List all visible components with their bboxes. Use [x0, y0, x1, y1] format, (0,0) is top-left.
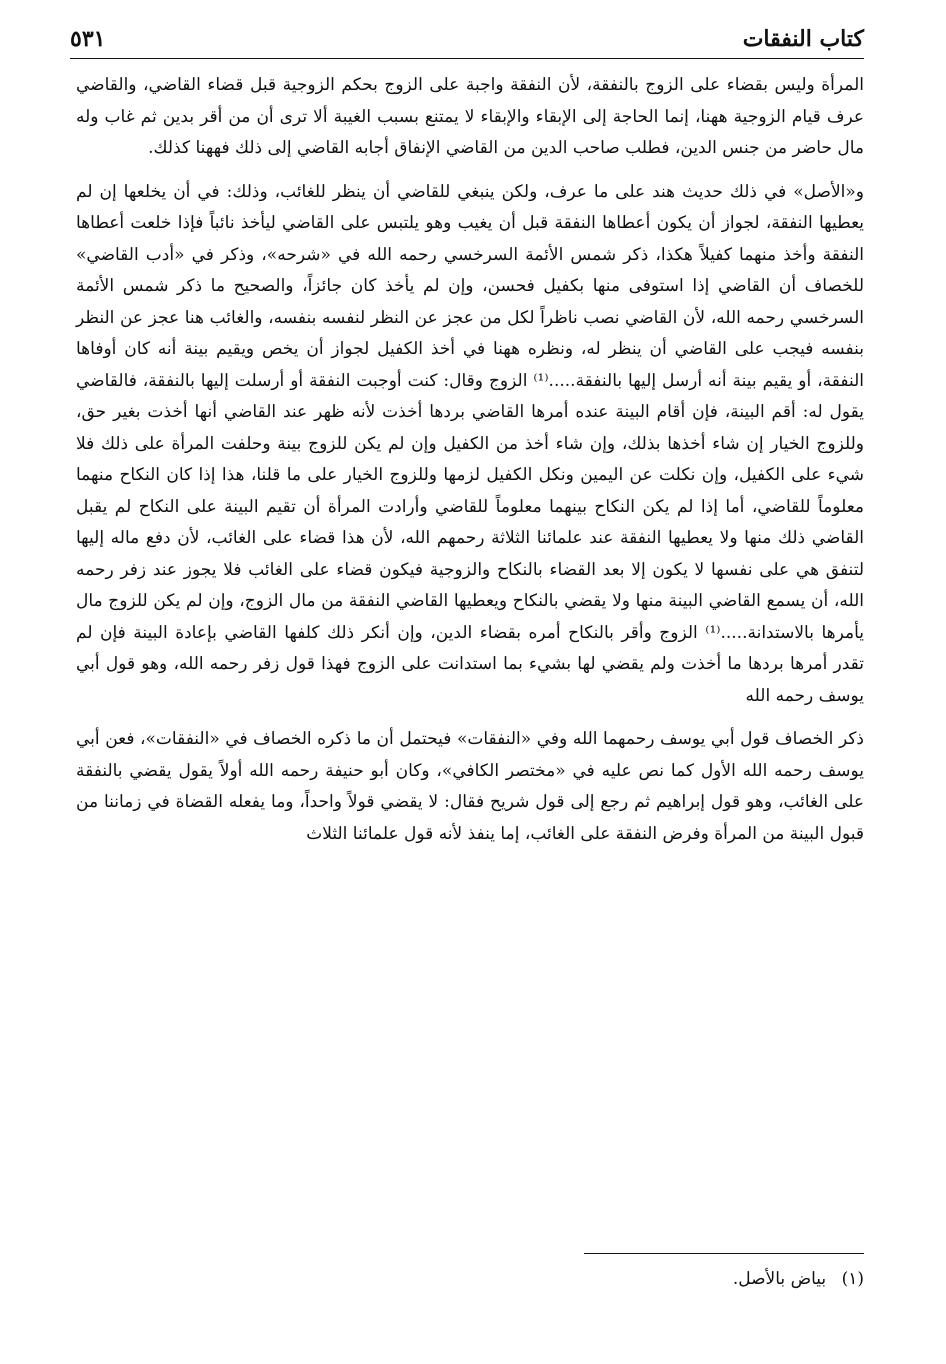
- paragraph: ذكر الخصاف قول أبي يوسف رحمهما الله وفي «النفقات» فيحتمل أن ما ذكره الخصاف في «النفقات»، فعن أبي يوسف رحمه الله الأول كما نص عليه في «مختصر الكافي»، وكان أبو حنيفة رحمه الله أولاً يقول يقضي بالنفقة على الغائب، وهو قول إبراهيم ثم رجع إلى قول شريح فقال: لا يقضي قولاً واحداً، وما يفعله القضاة في زماننا من قبول البينة من المرأة وفرض النفقة على الغائب، إما ينفذ لأنه قول علمائنا الثلاث: [76, 729, 864, 844]
- footnote-marker: (١): [841, 1269, 864, 1289]
- page-number: ٥٣١: [70, 26, 106, 52]
- header-rule: [70, 58, 864, 59]
- book-title: كتاب النفقات: [742, 26, 864, 52]
- running-header: [70, 14, 864, 52]
- footnote-text: بياض بالأصل.: [732, 1269, 827, 1289]
- body-text: [76, 70, 864, 850]
- footnote: [464, 1264, 864, 1294]
- footnote-rule: [584, 1253, 864, 1254]
- paragraph: و«الأصل» في ذلك حديث هند على ما عرف، ولكن ينبغي للقاضي أن ينظر للغائب، وذلك: في أن يخلعها إن لم يعطيها النفقة، لجواز أن يكون أعطاها النفقة قبل أن يغيب وهو يلتبس على القاضي ليأخذ نائباً فإذا خلعت أعطاها النفقة وأخذ منهما كفيلاً هكذا، ذكر شمس الأئمة السرخسي رحمه الله في «شرحه»، وذكر في «أدب القاضي» للخصاف أن القاضي إذا استوفى منها بكفيل فحسن، وإن لم يأخذ كان جائزاً، والصحيح ما ذكر شمس الأئمة السرخسي رحمه الله، لأن القاضي نصب ناظراً لكل من عجز عن النظر لنفسه بنفسه، والغائب هنا عجز عن النظر بنفسه فيجب على القاضي أن ينظر له، ونظره ههنا في أخذ الكفيل لجواز أن يخص ويقيم بينة أنه كان أوفاها النفقة، أو يقيم بينة أنه أرسل إليها بالنفقة.....⁽¹⁾ الزوج وقال: كنت أوجبت النفقة أو أرسلت إليها بالنفقة، فالقاضي يقول له: أقم البينة، فإن أقام البينة عنده أمرها القاضي بردها أخذت لأنه ظهر عند القاضي أنها أخذت بغير حق، وللزوج الخيار إن شاء أخذها بذلك، وإن شاء أخذ من الكفيل وإن لم يكن للزوج بينة وحلفت المرأة على ذلك فلا شيء على الكفيل، وإن نكلت عن اليمين ونكل الكفيل لزمها وللزوج الخيار على ما قلنا، هذا إذا كان النكاح منهما معلوماً للقاضي، أما إذا لم يكن النكاح بينهما معلوماً للقاضي وأرادت المرأة أن تقيم البينة على النكاح لم يقبل القاضي ذلك منها ولا يعطيها النفقة عند علمائنا الثلاثة رحمهم الله، لأن هذا قضاء على الغائب، لأن دفع ماله إليها لتنفق هي على نفسها لا يكون إلا بعد القضاء بالنكاح والزوجية فيكون قضاء على الغائب فلا يجوز عند زفر رحمه الله، أن يسمع القاضي البينة منها ولا يقضي بالنكاح ويعطيها القاضي النفقة من مال الزوج، وإن لم يكن للزوج مال يأمرها بالاستدانة.....⁽¹⁾ الزوج وأقر بالنكاح أمره بقضاء الدين، وإن أنكر ذلك كلفها القاضي بإعادة البينة فإن لم تقدر أمرها بردها ما أخذت ولم يقضي لها بشيء بما استدانت على الزوج فهذا قول زفر رحمه الله، وهو قول أبي يوسف رحمه الله: [76, 181, 865, 706]
- paragraph: المرأة وليس بقضاء على الزوج بالنفقة، لأن النفقة واجبة على الزوج بحكم الزوجية قبل قضاء القاضي، والقاضي عرف قيام الزوجية ههنا، إنما الحاجة إلى الإبقاء والإبقاء لا يمتنع بسبب الغيبة ألا ترى أن من أقر بدين ثم غاب وله مال حاضر من جنس الدين، فطلب صاحب الدين من القاضي الإنفاق أجابه القاضي إلى ذلك فههنا كذلك.: [76, 75, 864, 158]
